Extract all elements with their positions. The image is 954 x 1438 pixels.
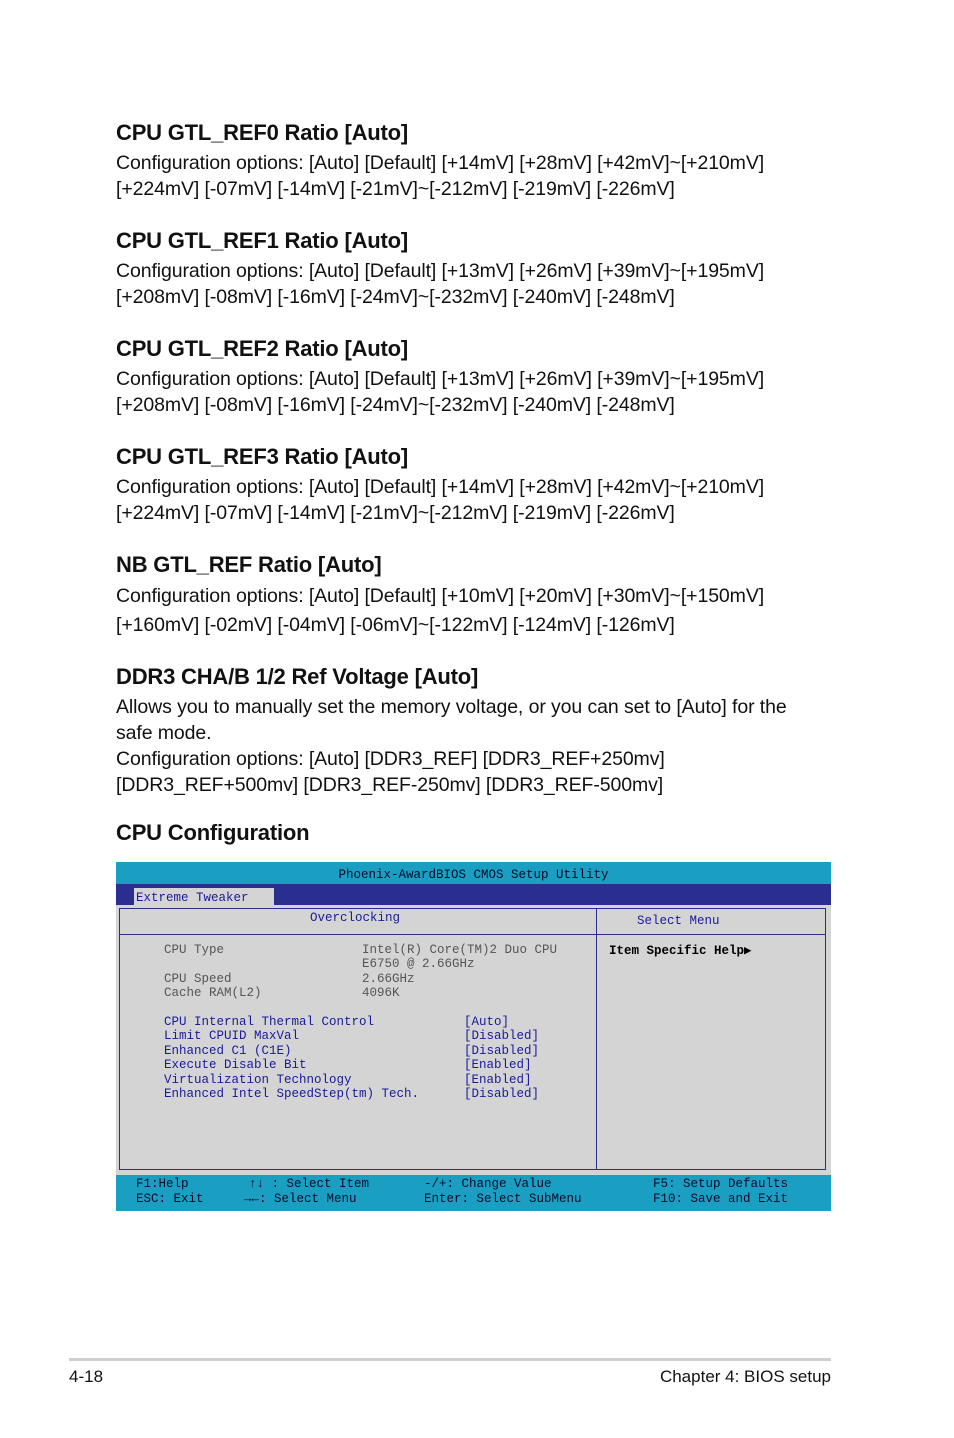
section-title: DDR3 CHA/B 1/2 Ref Voltage [Auto]	[116, 664, 479, 689]
bios-left-header: Overclocking	[310, 911, 401, 925]
key-select-submenu: Enter: Select SubMenu	[424, 1192, 582, 1206]
section-title: CPU GTL_REF2 Ratio [Auto]	[116, 336, 408, 361]
bios-panel	[116, 905, 831, 1175]
section-title: CPU GTL_REF0 Ratio [Auto]	[116, 120, 408, 145]
section-line: [+160mV] [-02mV] [-04mV] [-06mV]~[-122mV] [-124mV] [-126mV]	[116, 614, 675, 636]
option-label: Virtualization Technology	[164, 1073, 352, 1087]
info-value: 2.66GHz	[362, 972, 415, 986]
option-label: Limit CPUID MaxVal	[164, 1029, 300, 1043]
section-title: CPU Configuration	[116, 820, 310, 845]
bios-option-thermal-control[interactable]	[164, 1015, 510, 1029]
section-line: [+208mV] [-08mV] [-16mV] [-24mV]~[-232mV] [-240mV] [-248mV]	[116, 286, 675, 308]
key-exit: ESC: Exit	[136, 1192, 204, 1206]
section-line: Configuration options: [Auto] [Default] [+14mV] [+28mV] [+42mV]~[+210mV]	[116, 476, 765, 498]
section-line: Configuration options: [Auto] [Default] [+13mV] [+26mV] [+39mV]~[+195mV]	[116, 260, 765, 282]
bios-right-header: Select Menu	[637, 914, 720, 928]
option-value[interactable]: [Auto]	[464, 1015, 510, 1029]
section-nb-gtl-ref	[116, 550, 816, 640]
info-value: 4096K	[362, 986, 400, 1000]
key-save-exit: F10: Save and Exit	[653, 1192, 789, 1206]
section-line: safe mode.	[116, 722, 212, 744]
section-gtl-ref1	[116, 226, 816, 310]
help-text: Item Specific Help	[609, 944, 745, 958]
footer-rule	[69, 1358, 831, 1361]
section-line: Configuration options: [Auto] [Default] [+14mV] [+28mV] [+42mV]~[+210mV]	[116, 152, 765, 174]
section-line: Configuration options: [Auto] [Default] [+10mV] [+20mV] [+30mV]~[+150mV]	[116, 585, 765, 607]
section-line: Configuration options: [Auto] [Default] [+13mV] [+26mV] [+39mV]~[+195mV]	[116, 368, 765, 390]
info-label: Cache RAM(L2)	[164, 986, 262, 1000]
bios-option-limit-cpuid[interactable]	[164, 1029, 540, 1043]
option-label: Enhanced C1 (C1E)	[164, 1044, 292, 1058]
section-cpu-configuration	[116, 818, 816, 848]
section-gtl-ref2	[116, 334, 816, 418]
option-value[interactable]: [Enabled]	[464, 1073, 532, 1087]
key-setup-defaults: F5: Setup Defaults	[653, 1177, 789, 1191]
bios-option-speedstep[interactable]	[164, 1087, 540, 1101]
option-label: CPU Internal Thermal Control	[164, 1015, 375, 1029]
key-select-menu: →←: Select Menu	[244, 1192, 357, 1206]
section-line: Allows you to manually set the memory voltage, or you can set to [Auto] for the	[116, 696, 787, 718]
bios-info-row	[164, 972, 415, 986]
section-ddr3-ref-voltage	[116, 662, 816, 798]
bios-info-row	[164, 986, 400, 1000]
chapter-title: Chapter 4: BIOS setup	[659, 1367, 831, 1386]
bios-option-execute-disable[interactable]	[164, 1058, 532, 1072]
page-number: 4-18	[69, 1367, 104, 1386]
key-help: F1:Help	[136, 1177, 189, 1191]
bios-menu-bar	[116, 884, 831, 905]
info-label: CPU Type	[164, 943, 225, 957]
section-line: [DDR3_REF+500mv] [DDR3_REF-250mv] [DDR3_REF-500mv]	[116, 774, 664, 796]
option-label: Execute Disable Bit	[164, 1058, 307, 1072]
section-title: CPU GTL_REF1 Ratio [Auto]	[116, 228, 408, 253]
section-gtl-ref3	[116, 442, 816, 526]
bios-title: Phoenix-AwardBIOS CMOS Setup Utility	[338, 868, 609, 882]
section-line: [+208mV] [-08mV] [-16mV] [-24mV]~[-232mV] [-240mV] [-248mV]	[116, 394, 675, 416]
option-value[interactable]: [Enabled]	[464, 1058, 532, 1072]
bios-help	[609, 942, 752, 958]
option-value[interactable]: [Disabled]	[464, 1044, 540, 1058]
info-label: CPU Speed	[164, 972, 232, 986]
section-title: NB GTL_REF Ratio [Auto]	[116, 552, 382, 577]
option-label: Enhanced Intel SpeedStep(tm) Tech.	[164, 1087, 420, 1101]
bios-info-row	[164, 943, 558, 957]
section-title: CPU GTL_REF3 Ratio [Auto]	[116, 444, 408, 469]
document-body	[116, 118, 816, 848]
key-select-item: ↑↓ : Select Item	[249, 1177, 370, 1191]
bios-screenshot	[116, 862, 831, 1211]
bios-key-legend	[116, 1175, 831, 1211]
bios-tab-extreme-tweaker[interactable]: Extreme Tweaker	[134, 888, 274, 905]
section-line: [+224mV] [-07mV] [-14mV] [-21mV]~[-212mV] [-219mV] [-226mV]	[116, 502, 675, 524]
section-line: Configuration options: [Auto] [DDR3_REF] [DDR3_REF+250mv]	[116, 748, 665, 770]
key-change-value: -/+: Change Value	[424, 1177, 552, 1191]
section-gtl-ref0	[116, 118, 816, 202]
info-value: Intel(R) Core(TM)2 Duo CPU	[362, 943, 558, 957]
bios-option-virtualization[interactable]	[164, 1073, 532, 1087]
section-line: [+224mV] [-07mV] [-14mV] [-21mV]~[-212mV] [-219mV] [-226mV]	[116, 178, 675, 200]
option-value[interactable]: [Disabled]	[464, 1029, 540, 1043]
arrow-right-icon: ▶	[744, 944, 752, 958]
info-value: E6750 @ 2.66GHz	[362, 957, 475, 971]
option-value[interactable]: [Disabled]	[464, 1087, 540, 1101]
bios-option-enhanced-c1[interactable]	[164, 1044, 540, 1058]
